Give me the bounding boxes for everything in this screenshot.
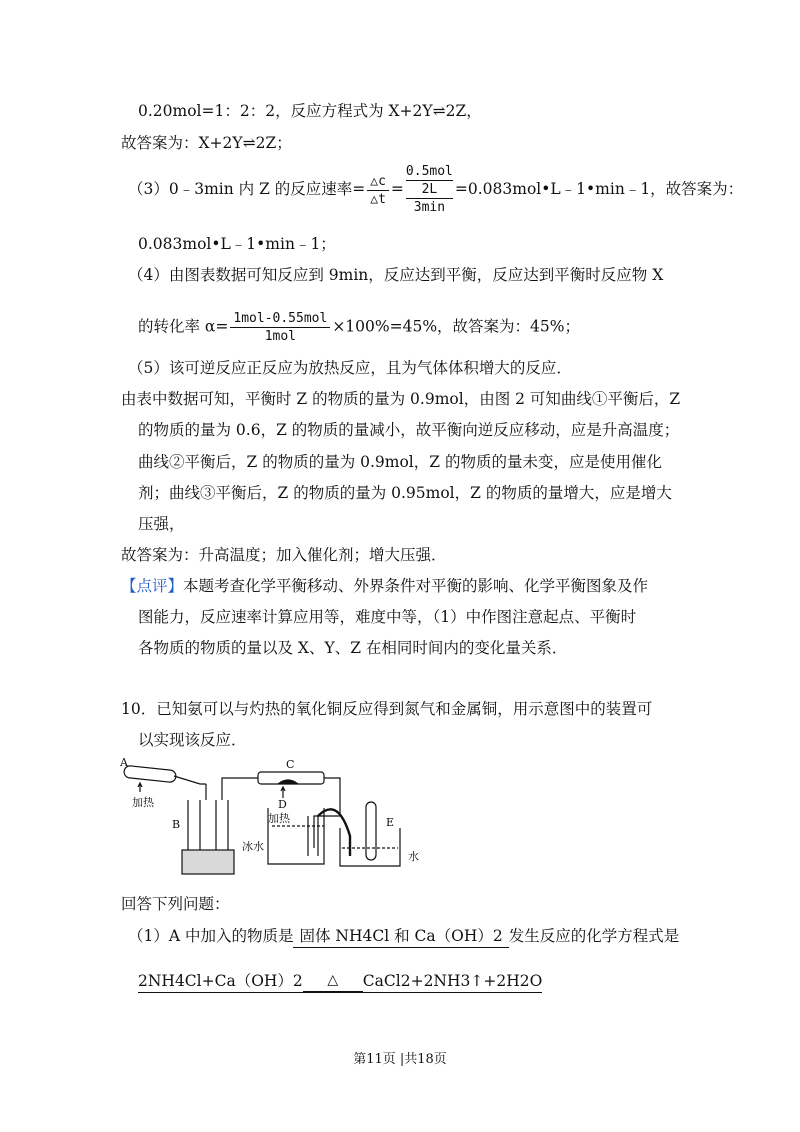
text-line-7: （5）该可逆反应正反应为放热反应，且为气体体积增大的反应． <box>128 359 572 377</box>
label-c: C <box>286 758 295 771</box>
delta-t: △t <box>370 191 386 207</box>
text-line-13: 故答案为：升高温度；加入催化剂；增大压强． <box>121 546 447 564</box>
q1-line <box>128 925 679 948</box>
conversion-result: ×100%=45%，故答案为：45%； <box>332 317 581 336</box>
equation-left: 2NH4Cl+Ca（OH）2 <box>138 972 303 990</box>
answer-prompt: 回答下列问题： <box>121 895 230 913</box>
rate-result: =0.083mol•L﹣1•min﹣1，故答案为： <box>454 180 744 198</box>
delta-c: △c <box>367 173 389 191</box>
rate-prefix: （3）0﹣3min 内 Z 的反应速率= <box>128 180 366 198</box>
equation-line <box>138 970 542 993</box>
q1-prefix: （1）A 中加入的物质是 <box>128 927 294 945</box>
label-d: D <box>278 798 287 811</box>
text-line-12: 压强， <box>138 515 185 533</box>
text-line-1: 0.20mol=1：2：2，反应方程式为 X+2Y⇌2Z， <box>138 102 482 120</box>
q1-suffix: 发生反应的化学方程式是 <box>508 927 680 945</box>
comment-text: 本题考查化学平衡移动、外界条件对平衡的影响、化学平衡图象及作 <box>183 577 649 595</box>
frac-time: 3min <box>413 200 446 215</box>
label-heat-1: 加热 <box>132 796 154 809</box>
question-10-line-2: 以实现该反应． <box>138 731 247 749</box>
conversion-prefix: 的转化率 α= <box>138 317 229 336</box>
delta-fraction <box>367 173 389 208</box>
question-10-line-1: 10．已知氨可以与灼热的氧化铜反应得到氮气和金属铜，用示意图中的装置可 <box>121 700 653 718</box>
arrow-bar <box>303 988 363 992</box>
label-a: A <box>120 756 128 769</box>
comment-line-1 <box>121 575 648 597</box>
text-line-8: 由表中数据可知，平衡时 Z 的物质的量为 0.9mol，由图 2 可知曲线①平衡后，Z <box>121 390 681 408</box>
heat-triangle: △ <box>327 972 339 988</box>
frac-volume: 2L <box>406 181 453 199</box>
label-heat-2: 加热 <box>268 812 290 825</box>
text-line-4: 0.083mol•L﹣1•min﹣1； <box>138 235 336 253</box>
frac-moles: 0.5mol <box>405 164 453 179</box>
apparatus-figure <box>118 756 433 878</box>
conversion-denominator: 1mol <box>264 329 296 344</box>
equals-sign: = <box>390 180 404 198</box>
label-b: B <box>172 818 181 831</box>
conversion-numerator: 1mol-0.55mol <box>230 310 330 328</box>
comment-line-2: 图能力，反应速率计算应用等，难度中等，（1）中作图注意起点、平衡时 <box>138 608 637 626</box>
rate-formula-line <box>128 163 743 217</box>
conversion-fraction <box>230 310 330 345</box>
page-footer: 第11页 |共18页 <box>353 1052 447 1067</box>
collecting-tube <box>366 802 376 860</box>
test-tube-a <box>124 765 177 782</box>
text-line-9: 的物质的量为 0.6，Z 的物质的量减小，故平衡向逆反应移动，应是升高温度； <box>138 421 680 439</box>
text-line-11: 剂；曲线③平衡后，Z 的物质的量为 0.95mol，Z 的物质的量增大，应是增大 <box>138 484 672 502</box>
comment-line-3: 各物质的物质的量以及 X、Y、Z 在相同时间内的变化量关系． <box>138 639 568 657</box>
conversion-line <box>138 310 580 345</box>
equation-arrow <box>303 972 363 992</box>
equation-answer <box>138 970 542 993</box>
label-water: 水 <box>408 850 419 863</box>
equation-right: CaCl2+2NH3↑+2H2O <box>362 972 543 990</box>
label-ice-water: 冰水 <box>242 840 264 853</box>
text-line-5: （4）由图表数据可知反应到 9min，反应达到平衡，反应达到平衡时反应物 X <box>128 266 664 284</box>
q1-answer-blank: 固体 NH4Cl 和 Ca（OH）2 <box>293 925 508 948</box>
comment-tag: 【点评】 <box>121 577 184 595</box>
compound-fraction <box>406 163 453 217</box>
label-e: E <box>386 816 395 829</box>
text-line-10: 曲线②平衡后，Z 的物质的量为 0.9mol，Z 的物质的量未变，应是使用催化 <box>138 453 662 471</box>
text-line-2: 故答案为：X+2Y⇌2Z； <box>121 134 292 152</box>
